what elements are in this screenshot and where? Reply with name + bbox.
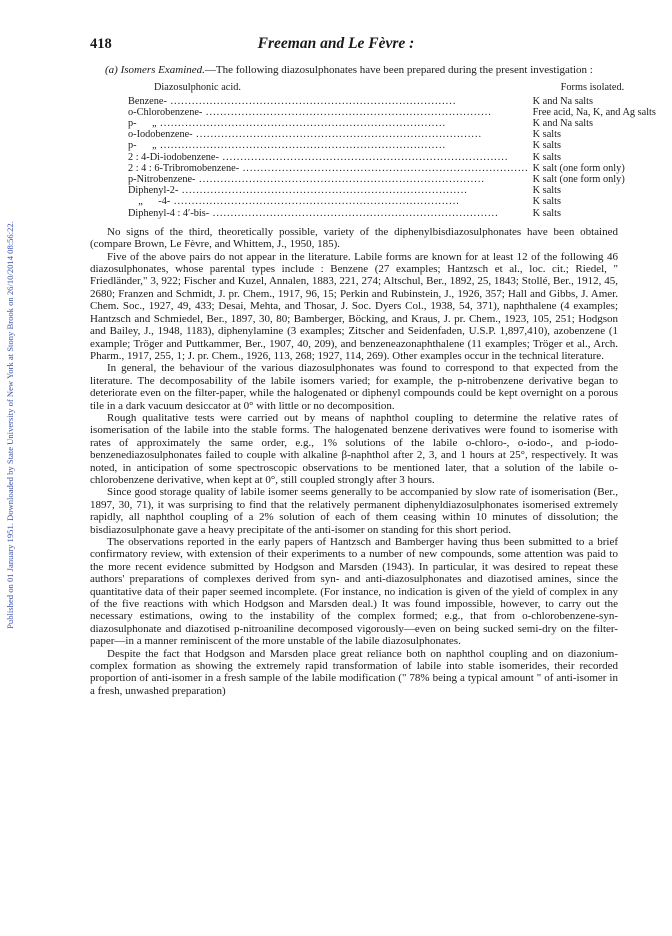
acid-cell — [128, 185, 529, 196]
acid-cell — [128, 152, 529, 163]
leader-dots: ................................................................................ — [209, 207, 499, 219]
acid-name: o-Iodobenzene- — [128, 129, 193, 141]
leader-dots: ................................................................................ — [170, 196, 460, 208]
forms-cell: K salt (one form only) — [532, 174, 625, 186]
forms-cell: K and Na salts — [532, 95, 594, 107]
acid-cell — [128, 208, 529, 219]
body-paragraph: Despite the fact that Hodgson and Marsden place great reliance both on naphthol coupling and on diazonium-complex formation as showing the extremely rapid transformation of labile into stable isomerides, their recorded proportion of anti-isomer in a fresh sample of the labile modification (" 78% being a typical amount " of anti-isomer in a fresh, unwashed preparation) — [90, 647, 618, 697]
acid-cell — [128, 129, 529, 140]
acid-cell — [128, 107, 529, 118]
intro-paragraph — [90, 64, 618, 76]
table-row — [128, 140, 656, 151]
leader-dots: ................................................................................ — [218, 151, 509, 163]
acid-cell — [128, 196, 529, 207]
body-paragraph: No signs of the third, theoretically possible, variety of the diphenylbisdiazosulphonates have been obtained (compare Brown, Le Fèvre, and Whittem, J., 1950, 185). — [90, 225, 618, 251]
leader-dots: ................................................................................ — [166, 95, 457, 107]
intro-text: —The following diazosulphonates have been prepared during the present investigation : — [204, 64, 593, 76]
leader-dots: ................................................................................ — [156, 140, 447, 152]
body-paragraph: Five of the above pairs do not appear in the literature. Labile forms are known for at least 12 of the following 46 diazosulphonates, whose parental types include : Benzene (27 examples; Hantzsch et al., loc. cit.; Riedel, " Friedländer," 3, 922; Fischer and Kuzel, Annalen, 1883, 221, 274; Altschul, Ber., 1892, 25, 1843; Stollé, Ber., 1912, 45, 2680; Franzen and Schmidt, J. pr. Chem., 1917, 96, 15; Perkin and Rubinstein, J., 1926, 357; Hall and Gibbs, J. Amer. Chem. Soc., 1927, 49, 433; Desai, Mehta, and Thosar, J. Soc. Dyers Col., 1938, 54, 371), naphthalene (4 examples; Hantzsch and Schmiedel, Ber., 1897, 30, 80; Bamberger, Böcking, and Kraus, J. pr. Chem., 1923, 105, 251; Hodgson and Bailey, J., 1948, 1183), diphenylamine (3 examples; Zitscher and Seidenfaden, U.S.P. 1,897,410), azobenzene (1 example; Tröger and Puttkammer, Ber., 1907, 40, 209), and benzeneazonaphthalene (11 examples; Tröger et al., Arch. Pharm., 1917, 255, 1; J. pr. Chem., 1926, 113, 268; 1927, 114, 269). Other examples occur in the technical literature. — [90, 250, 618, 362]
body-paragraph: In general, the behaviour of the various diazosulphonates was found to correspond to that expected from the literature. The decomposability of the labile isomers varied; for example, the p-nitrobenzene derivative began to deteriorate even on the filter-paper, while the halogenated or diphenyl compounds could be kept overnight on a porous tile in a dark vacuum desiccator at 0° with little or no decomposition. — [90, 362, 618, 412]
table-row — [128, 107, 656, 118]
table-row — [128, 96, 656, 107]
leader-dots: ................................................................................ — [202, 106, 492, 118]
table-row — [128, 196, 656, 207]
acid-cell — [128, 118, 529, 129]
table-row — [128, 129, 656, 140]
acid-cell — [128, 140, 529, 151]
acid-cell — [128, 96, 529, 107]
acid-name: o-Chlorobenzene- — [128, 106, 203, 118]
forms-cell: K and Na salts — [532, 118, 594, 130]
table-row — [128, 118, 656, 129]
isomers-table — [128, 82, 656, 218]
running-head: Freeman and Le Fèvre : — [257, 35, 415, 52]
table-row — [128, 174, 656, 185]
table-row — [128, 185, 656, 196]
section-label: (a) Isomers Examined. — [105, 64, 205, 76]
table-header-acid: Diazosulphonic acid. — [154, 82, 241, 94]
download-watermark: Published on 01 January 1951. Downloaded by State University of New York at Stony Brook on 26/10/2014 08:56:22. — [5, 221, 15, 629]
page-body — [90, 64, 656, 697]
acid-name: Benzene- — [128, 95, 167, 107]
acid-name: p- „ — [128, 118, 157, 130]
body-paragraph: The observations reported in the early papers of Hantzsch and Bamberger having thus been submitted to a brief confirmatory review, with extension of their experiments to a number of new compounds, some attention was paid to the more recent evidence submitted by Hodgson and Marsden (1943). In particular, it was desired to repeat these authors' preparations of complexes derived from syn- and anti-diazosulphonates and diazotised amines, since the quantitative data of their paper seemed incomplete. (For instance, no indication is given of the yield of complex in any of the five reactions with which Hodgson and Marsden deal.) It was found impossible, however, to carry out the necessary estimations, owing to the instability of the complex formed; e.g., that from o-chlorobenzene-syn-diazosulphonate and diazotised p-nitroaniline decomposed vigorously—even on being sucked semi-dry on the filter-paper—in a manner reminiscent of the more unstable of the labile diazosulphonates. — [90, 536, 618, 648]
acid-name: p- „ — [128, 140, 157, 152]
body-paragraph: Rough qualitative tests were carried out by means of naphthol coupling to determine the relative rates of isomerisation of the labile into the stable forms. The halogenated benzene derivatives were found to isomerise with rates of approximately the same order, e.g., 1% solutions of the labile o-chloro-, o-iodo-, and p-iodo-benzenediazosulphonates failed to couple with alkaline β-naphthol after 2, 3, and 1 hours at 25°, respectively. It was noted, in anticipation of some spectroscopic observations to be mentioned later, that a solution of the labile o-chlorobenzene derivative, when kept at 0°, still coupled strongly after 3 hours. — [90, 411, 618, 486]
leader-dots: ................................................................................ — [156, 118, 447, 130]
leader-dots: ................................................................................ — [192, 129, 483, 141]
forms-cell: K salts — [532, 151, 561, 163]
forms-cell: K salt (one form only) — [532, 162, 625, 174]
page-number: 418 — [90, 36, 112, 52]
body-paragraphs — [90, 226, 618, 697]
acid-cell — [128, 163, 529, 174]
forms-cell: Free acid, Na, K, and Ag salts — [532, 106, 656, 118]
acid-name: p-Nitrobenzene- — [128, 174, 196, 186]
acid-name: „ -4- — [128, 196, 171, 208]
leader-dots: ................................................................................ — [239, 162, 529, 174]
table-row — [128, 163, 656, 174]
acid-name: Diphenyl-2- — [128, 185, 179, 197]
acid-name: 2 : 4 : 6-Tribromobenzene- — [128, 162, 240, 174]
table-row — [128, 208, 656, 219]
forms-cell: K salts — [532, 185, 561, 197]
forms-cell: K salts — [532, 129, 561, 141]
forms-cell: K salts — [532, 140, 561, 152]
acid-cell — [128, 174, 529, 185]
table-row — [128, 152, 656, 163]
leader-dots: ................................................................................ — [195, 174, 485, 186]
leader-dots: ................................................................................ — [178, 185, 468, 197]
body-paragraph: Since good storage quality of labile isomer seems generally to be accompanied by slow rate of isomerisation (Ber., 1897, 30, 71), it was surprising to find that the relatively permanent diphenyldiazosulphonates isomerised extremely rapidly, all naphthol coupling of a 2% solution of each of them ceasing within 10 minutes of dissolution; the bisdiazosulphonate gave a heavy precipitate of the anti-isomer on standing for this short period. — [90, 486, 618, 536]
table-header-forms: Forms isolated. — [560, 82, 625, 94]
acid-name: 2 : 4-Di-iodobenzene- — [128, 151, 219, 163]
acid-name: Diphenyl-4 : 4′-bis- — [128, 207, 210, 219]
forms-cell: K salts — [532, 207, 561, 219]
forms-cell: K salts — [532, 196, 561, 208]
